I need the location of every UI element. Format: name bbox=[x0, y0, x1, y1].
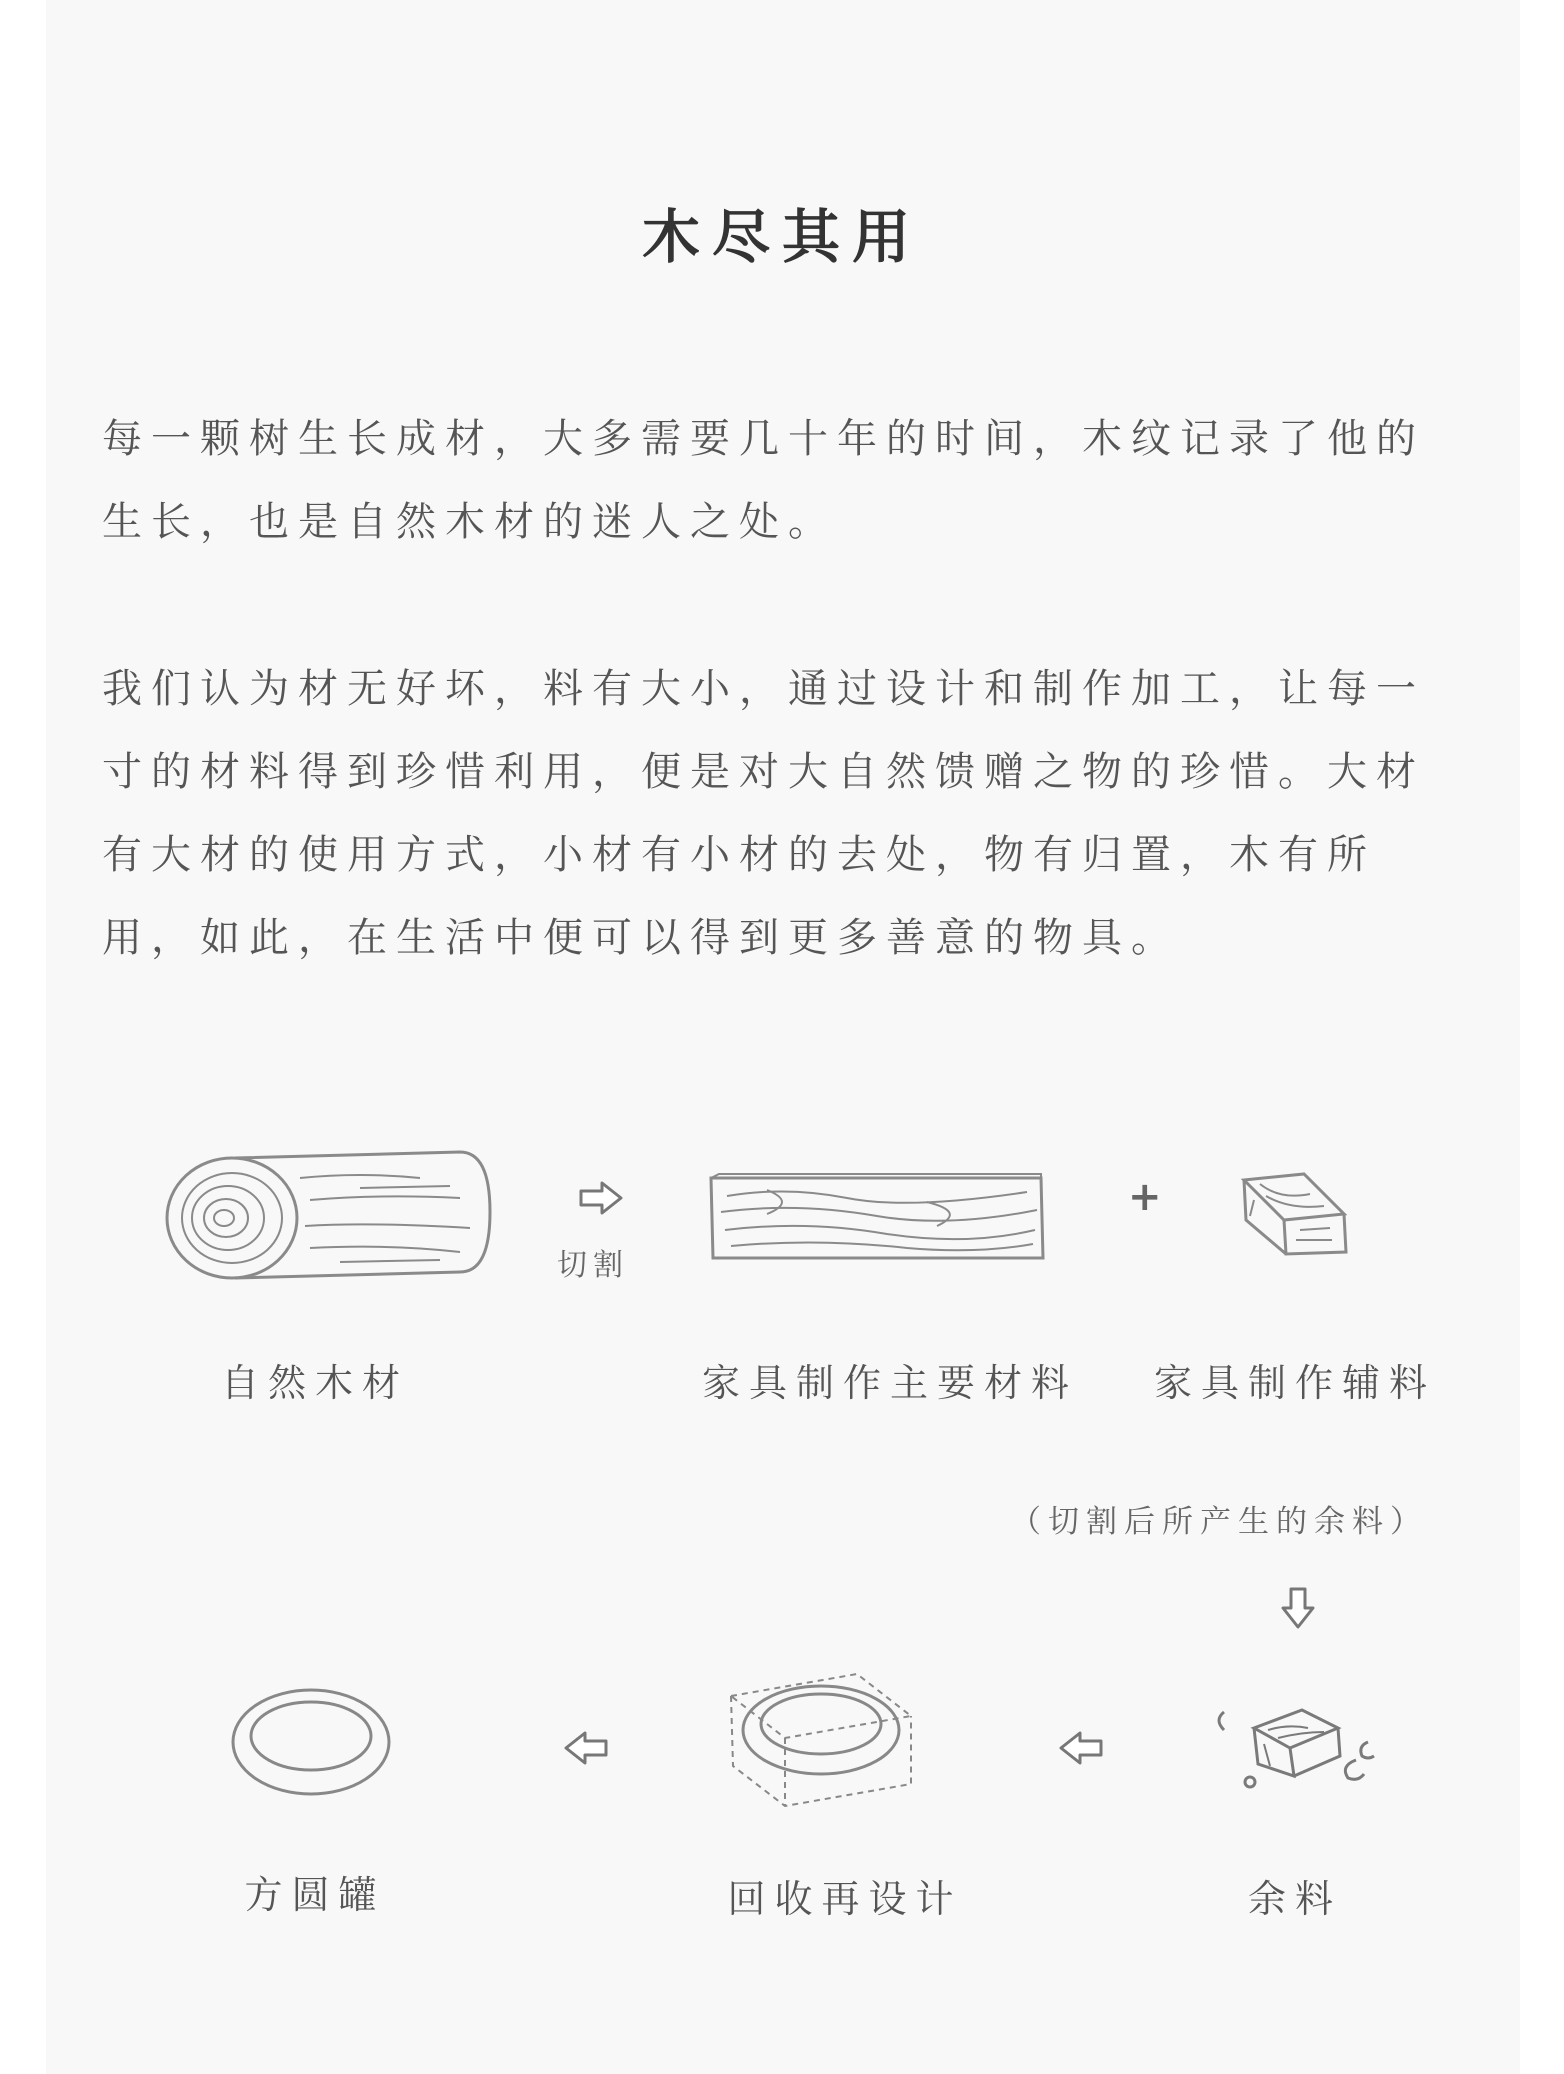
arrow-right-icon bbox=[578, 1180, 624, 1216]
main-material-label: 家具制作主要材料 bbox=[701, 1361, 1078, 1405]
leftover-pieces-icon bbox=[1208, 1698, 1378, 1788]
philosophy-paragraph: 我们认为材无好坏，料有大小，通过设计和制作加工，让每一寸的材料得到珍惜利用，便是对大自然馈赠之物的珍惜。大材有大材的使用方式，小材有小材的去处，物有归置，木有所用，如此，在生活中便可以得到更多善意的物具。 bbox=[102, 666, 1425, 961]
leftover-label: 余料 bbox=[1247, 1877, 1342, 1921]
round-jar-icon bbox=[228, 1680, 394, 1800]
page-title: 木尽其用 bbox=[641, 203, 922, 271]
aux-material-label: 家具制作辅料 bbox=[1153, 1361, 1436, 1405]
natural-wood-label: 自然木材 bbox=[220, 1361, 409, 1405]
product-label: 方圆罐 bbox=[244, 1873, 386, 1917]
arrow-down-icon bbox=[1280, 1586, 1316, 1630]
arrow-left-icon bbox=[1058, 1730, 1104, 1766]
arrow-left-icon bbox=[563, 1730, 609, 1766]
cut-label: 切割 bbox=[557, 1248, 629, 1283]
redesign-label: 回收再设计 bbox=[727, 1877, 963, 1921]
intro-paragraph: 每一颗树生长成材，大多需要几十年的时间，木纹记录了他的生长，也是自然木材的迷人之处。 bbox=[102, 416, 1425, 545]
wood-block-icon bbox=[1240, 1170, 1350, 1260]
log-icon bbox=[160, 1148, 500, 1288]
plank-icon bbox=[707, 1172, 1047, 1262]
leftover-note: （切割后所产生的余料） bbox=[1010, 1504, 1428, 1540]
plus-sign: + bbox=[1128, 1174, 1162, 1220]
redesign-bowl-icon bbox=[725, 1666, 915, 1812]
